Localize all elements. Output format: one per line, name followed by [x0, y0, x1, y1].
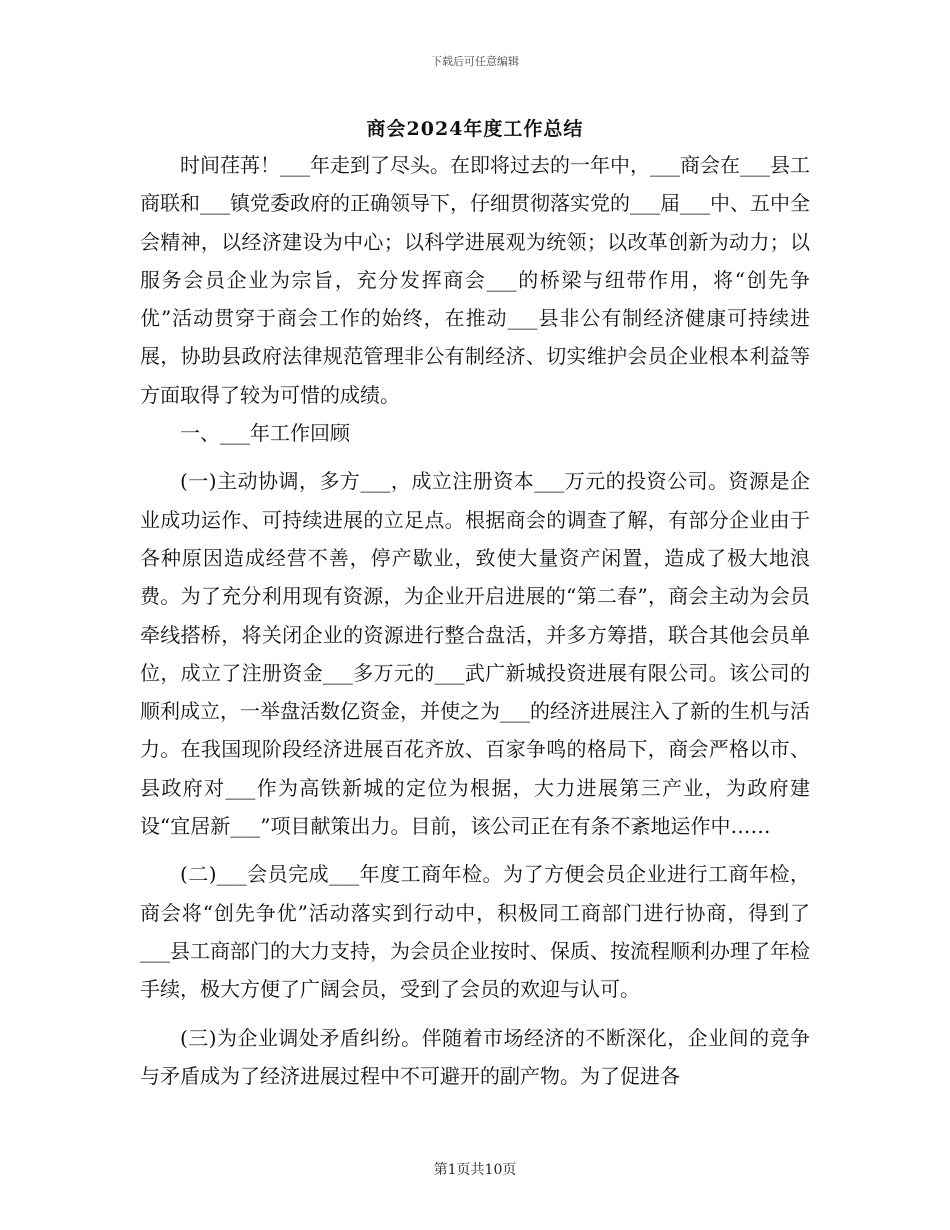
document-title: 商会2024年度工作总结: [366, 118, 584, 140]
document-body: [140, 146, 810, 1095]
page-number: 第1页共10页: [433, 1162, 517, 1178]
paragraph-item-2: (二)___会员完成___年度工商年检。为了方便会员企业进行工商年检，商会将“创先争优”活动落实到行动中，积极同工商部门进行协商，得到了___县工商部门的大力支持，为会员企业按时、保质、按流程顺利办理了年检手续，极大方便了广阔会员，受到了会员的欢迎与认可。: [140, 862, 810, 1002]
paragraph-item-3: (三)为企业调处矛盾纠纷。伴随着市场经济的不断深化，企业间的竞争与矛盾成为了经济进展过程中不可避开的副产物。为了促进各: [140, 1025, 810, 1088]
paragraph-intro: 时间荏苒！___年走到了尽头。在即将过去的一年中，___商会在___县工商联和___镇党委政府的正确领导下，仔细贯彻落实党的___届___中、五中全会精神，以经济建设为中心；以科学进展观为统领；以改革创新为动力；以服务会员企业为宗旨，充分发挥商会___的桥梁与纽带作用，将“创先争优”活动贯穿于商会工作的始终，在推动___县非公有制经济健康可持续进展，协助县政府法律规范管理非公有制经济、切实维护会员企业根本利益等方面取得了较为可惜的成绩。: [140, 153, 810, 407]
header-note: 下载后可任意编辑: [431, 55, 519, 68]
section-heading-review: 一、___年工作回顾: [180, 421, 350, 446]
paragraph-item-1: (一)主动协调，多方___，成立注册资本___万元的投资公司。资源是企业成功运作、可持续进展的立足点。根据商会的调查了解，有部分企业由于各种原因造成经营不善，停产歇业，致使大量资产闲置，造成了极大地浪费。为了充分利用现有资源，为企业开启进展的“第二春”，商会主动为会员牵线搭桥，将关闭企业的资源进行整合盘活，并多方筹措，联合其他会员单位，成立了注册资金___多万元的___武广新城投资进展有限公司。该公司的顺利成立，一举盘活数亿资金，并使之为___的经济进展注入了新的生机与活力。在我国现阶段经济进展百花齐放、百家争鸣的格局下，商会严格以市、县政府对___作为高铁新城的定位为根据，大力进展第三产业，为政府建设“宜居新___”项目献策出力。目前，该公司正在有条不紊地运作中……: [140, 469, 810, 839]
